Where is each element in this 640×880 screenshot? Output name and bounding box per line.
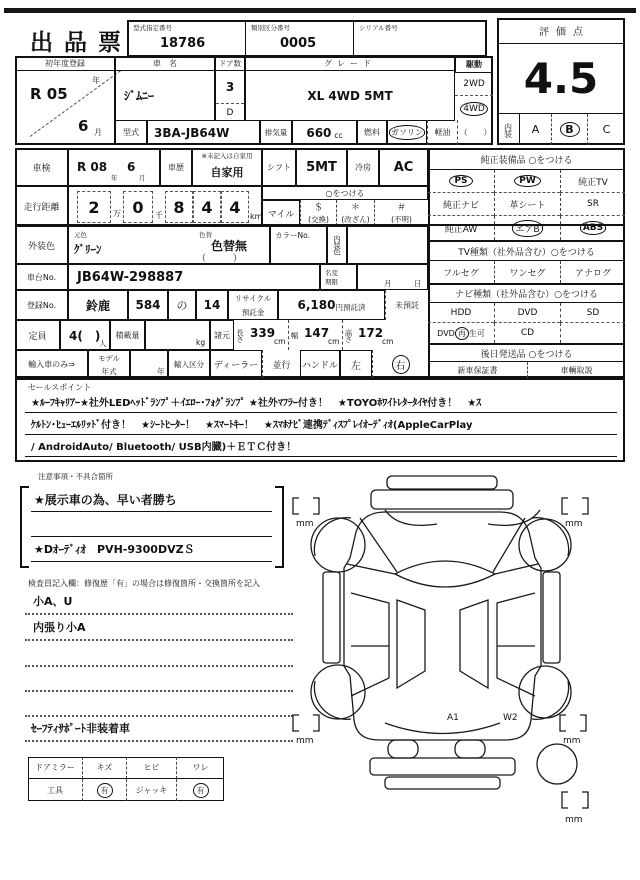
color-no-cell [270, 226, 327, 264]
height-value: 172 [358, 326, 384, 340]
base-color-value: ｸﾞﾘｰﾝ [74, 243, 102, 256]
notes-line-2 [31, 516, 272, 537]
model-code-label: 型式指定番号 [133, 24, 172, 32]
cowl-line-right [495, 564, 538, 574]
navi-dvd-play [428, 323, 494, 343]
interior-grade-label: 内装 [503, 122, 513, 137]
header-sep-2 [353, 20, 354, 57]
width-cm: cm [328, 337, 340, 346]
notes-label: 注意事項・不具合箇所 [38, 472, 113, 481]
tv-analog: アナログ [560, 261, 625, 283]
mileage-hash-symbol: ＃ [396, 203, 406, 213]
mileage-cell [68, 186, 262, 226]
model-label: 型式 [115, 120, 147, 145]
length-label: 長さ [235, 328, 245, 342]
recycle-none: 未預託 [385, 290, 428, 320]
import-label: 輸入車のみ⇒ [15, 350, 88, 378]
bracket-spare [562, 792, 588, 808]
mileage-km: km [250, 212, 263, 221]
fender-rear-right [532, 681, 569, 719]
notes-bracket-left [20, 486, 29, 568]
history-label: 車歴 [160, 148, 192, 186]
mileage-label: 走行距離 [15, 186, 68, 226]
ac-label: 冷房 [347, 148, 379, 186]
dvd-play-pre: DVD [437, 328, 455, 338]
chassis-value: JB64W-298887 [68, 264, 320, 290]
equip-sr: SR [560, 193, 625, 216]
shaken-era: R 08 [77, 160, 108, 174]
length-cm: cm [274, 337, 286, 346]
reg-num2: 14 [196, 290, 228, 320]
tools-h1: ドアミラー [28, 757, 82, 779]
bracket-bottom-right [560, 715, 586, 731]
navi-cd: CD [494, 323, 560, 343]
tools-c1: 工具 [47, 785, 63, 795]
equip-ps [428, 170, 494, 193]
handle-left: 左 [340, 350, 372, 378]
damage-label-a1: A1 [447, 713, 459, 723]
interior-grade-b [551, 114, 587, 145]
bracket-bottom-left [293, 715, 319, 731]
mileage-digit-3: 8 [165, 191, 193, 223]
first-reg-year-unit: 年 [92, 76, 100, 85]
sales-line-3: / AndroidAuto/ Bluetooth/ USB内臓)＋ＥＴＣ付き！ [25, 438, 617, 457]
history-text: 自家用 [210, 166, 244, 179]
header-sep-1 [245, 20, 246, 57]
notes-line-1: ★展示車の為、早い者勝ち [31, 491, 272, 512]
doors-d: D [216, 103, 244, 121]
inspector-line-3 [25, 645, 293, 667]
repaint-value: 色替無 [211, 239, 248, 253]
doors-label: ドア数 [215, 56, 245, 71]
model-year-cell [88, 350, 130, 378]
width-label: 幅 [288, 320, 300, 350]
navi-empty [560, 323, 625, 343]
tools-c3: ジャッキ [126, 779, 176, 801]
floor-panel-left [397, 600, 425, 688]
namechange-month: 月 [384, 279, 392, 288]
width-cell [300, 320, 342, 350]
namechange-date [357, 264, 428, 290]
sheet-title: 出品票 [30, 30, 132, 56]
load-cell [145, 320, 210, 350]
shaken-label: 車検 [15, 148, 68, 186]
inspector-label: 検査員記入欄：修復歴「有」の場合は修復箇所・交換箇所を記入 [28, 579, 260, 588]
tv-type-title: TV種類（社外品含む）○をつける [428, 240, 625, 261]
namechange-cell [320, 264, 357, 290]
equip-leather: 革シート [494, 193, 560, 216]
mileage-digit-sen: 0 [123, 191, 153, 223]
equip-abs-circle: ABS [580, 221, 606, 235]
door-line-left [351, 593, 389, 696]
inspector-line-1: 小A、U [25, 593, 293, 615]
repaint-paren: （ ） [197, 254, 243, 264]
shaken-month: 6 [127, 160, 136, 174]
car-damage-diagram [285, 468, 640, 828]
ship-manual: 車輌取説 [527, 362, 625, 378]
fender-front-right [532, 518, 569, 556]
floor-panel-right [460, 600, 488, 688]
shift-label: シフト [262, 148, 296, 186]
tools-c2-circle: 有 [97, 783, 113, 798]
mileage-digit-5: 4 [221, 191, 249, 223]
length-value: 339 [250, 326, 276, 340]
dvd-play-circle: 再 [455, 327, 469, 340]
mileage-ast-sub: (改ざん) [341, 214, 370, 224]
base-color-label: 元色 [74, 231, 87, 239]
mileage-digit-4: 4 [193, 191, 221, 223]
load-label: 積載量 [110, 320, 145, 350]
interior-color-value [347, 226, 428, 264]
handle-label: ハンドル [300, 350, 340, 378]
recycle-unit: 円預託済 [335, 302, 366, 312]
class-code-value: 0005 [280, 36, 317, 51]
mm-top-left: mm [296, 519, 314, 529]
door-line-right [497, 593, 535, 696]
grade-label: グレード [245, 56, 455, 71]
ac-value: AC [379, 148, 428, 186]
fuel-other: （ ） [457, 120, 493, 145]
height-label: 高さ [342, 320, 354, 350]
drive-4wd [455, 95, 493, 121]
inspector-line-5 [25, 695, 293, 717]
tools-h4: ワレ [176, 757, 224, 779]
rear-bumper [370, 758, 515, 775]
equip-tv: 純正TV [560, 170, 625, 193]
sales-label: セールスポイント [28, 383, 92, 392]
recycle-amount: 6,180 [297, 298, 336, 312]
inspector-line-2: 内張り小A [25, 619, 293, 641]
score-label: 評価点 [497, 18, 625, 44]
equip-aw: 純正AW [444, 224, 478, 235]
reg-num1: 584 [128, 290, 168, 320]
spare-tire [537, 744, 577, 784]
rear-tab-right [455, 740, 485, 758]
fender-rear-left [314, 681, 351, 719]
tools-c4-circle: 有 [193, 783, 209, 798]
recycle-label-1: リサイクル [234, 294, 272, 303]
grade-value: XL 4WD 5MT [245, 70, 455, 121]
mileage-hash [374, 200, 428, 226]
tv-oneseg: ワンセグ [494, 261, 560, 283]
mileage-circle-note: ○をつける [262, 186, 428, 200]
navi-sd: SD [560, 303, 625, 323]
equip-navi: 純正ナビ [428, 193, 494, 216]
recycle-label-cell [228, 290, 278, 320]
rear-window-arc [385, 723, 500, 734]
displacement-unit: cc [334, 131, 343, 140]
score-value: 4.5 [523, 54, 599, 103]
damage-label-w2: W2 [503, 713, 518, 723]
mm-top-right: mm [565, 519, 583, 529]
model-year-label-1: モデル [97, 353, 121, 363]
handle-right [372, 350, 428, 378]
history-note: ※未記入は自家用 [201, 151, 253, 160]
mm-bottom-right: mm [563, 736, 581, 746]
tools-c2 [82, 779, 126, 801]
notes-line-3: ★Dｵｰﾃﾞｨｵ PVH-9300DVZＳ [31, 541, 272, 562]
notes-bracket-right [275, 486, 284, 568]
navi-hdd: HDD [428, 303, 494, 323]
drive-2wd: 2WD [463, 79, 485, 89]
front-top-strip [387, 476, 497, 489]
mileage-ast-symbol: ＊ [350, 203, 360, 213]
namechange-label-1: 名変 [325, 269, 338, 277]
equip-pw-circle: PW [514, 175, 541, 187]
model-year-label-2: 年式 [101, 366, 117, 376]
import-class-label: 輸入区分 [168, 350, 210, 378]
height-cell [354, 320, 428, 350]
color-no-label: カラーNo. [275, 231, 310, 240]
first-reg-value: R 05 [30, 85, 68, 103]
handle-right-circle: 右 [392, 355, 410, 374]
namechange-day: 日 [414, 279, 422, 288]
doors-value: 3 [225, 80, 235, 94]
mileage-sen-unit: 千 [155, 211, 163, 220]
sales-line-2: ｹﾙﾄﾝ･ﾋｭｰｴﾙﾘｯﾄﾞ付き！ ★ｼｰﾄﾋｰﾀｰ！ ★ｽﾏｰﾄｷｰ！ ★ｽﾏﾎﾅﾋﾞ連携ﾃﾞｨｽﾌﾟﾚｲｵｰﾃﾞｨｵ(AppleCarPlay [25, 416, 617, 435]
tools-h3: ヒビ [126, 757, 176, 779]
bracket-top-right [562, 498, 588, 514]
tv-fullseg: フルセグ [443, 268, 479, 279]
chassis-label: 車台No. [15, 264, 68, 290]
mm-bottom-left: mm [296, 736, 314, 746]
fuel-gasoline [387, 120, 427, 145]
dvd-play-post: 生可 [468, 328, 485, 338]
shaken-value [68, 148, 160, 186]
first-reg-label: 初年度登録 [15, 56, 115, 71]
side-step-right [543, 572, 560, 663]
model-code-value: 18786 [160, 36, 206, 51]
model-value: 3BA-JB64W [147, 120, 260, 145]
import-dealer: ディーラー [210, 350, 262, 378]
fender-front-left [314, 518, 351, 556]
ship-warranty: 新車保証書 [457, 365, 498, 375]
load-unit: kg [196, 338, 206, 347]
namechange-label-2: 期限 [325, 278, 338, 286]
recycle-label-2: 預託金 [241, 308, 265, 317]
cowl-line-left [347, 564, 395, 574]
interior-grade-b-circle: B [560, 122, 580, 137]
bracket-top-left [293, 498, 319, 514]
model-year-value [130, 350, 168, 378]
a-pillar-right [493, 518, 525, 572]
tools-h2: キズ [82, 757, 126, 779]
mileage-man-unit: 万 [113, 209, 121, 218]
mileage-hash-sub: (不明) [391, 214, 412, 224]
capacity-unit: 人 [99, 339, 107, 348]
sales-line-1: ★ﾙｰﾌｷｬﾘｱｰ★社外LEDﾍｯﾄﾞﾗﾝﾌﾟ＋ｲｴﾛｰ･ﾌｫｸﾞﾗﾝﾌﾟ ★社外ﾏﾌﾗｰ付き！ ★TOYOﾎﾜｲﾄﾚﾀｰﾀｲﾔ付き！ ★ｽ [25, 394, 617, 413]
interior-color-label: 内装色 [327, 226, 347, 264]
reg-label: 登録No. [15, 290, 68, 320]
history-value [192, 148, 262, 186]
model-year-unit: 年 [157, 367, 165, 376]
ext-color-label: 外装色 [15, 226, 68, 264]
equipment-title: 純正装備品 ○をつける [428, 148, 625, 170]
mileage-dollar-symbol: ＄ [313, 203, 323, 213]
class-code-label: 類別区分番号 [251, 24, 290, 32]
doors-cell [215, 70, 245, 121]
interior-grade-c: C [587, 114, 625, 145]
displacement-value [292, 120, 357, 145]
inspector-line-4 [25, 670, 293, 692]
first-reg-cell [15, 70, 115, 145]
shaken-year-unit: 年 [111, 174, 118, 182]
interior-grade-a: A [519, 114, 551, 145]
first-reg-month-unit: 月 [94, 128, 102, 137]
recycle-value-cell [278, 290, 385, 320]
inspector-line-6: ｾｰﾌﾃｨｻﾎﾟｰﾄ非装着車 [25, 720, 293, 742]
side-step-left [323, 572, 340, 663]
repaint-label: 色替 [199, 231, 212, 239]
length-cell [246, 320, 288, 350]
mm-spare: mm [565, 815, 583, 825]
width-value: 147 [304, 326, 330, 340]
wheel-front-left [311, 518, 365, 572]
fuel-gasoline-circle: ガソリン [389, 125, 425, 140]
drive-4wd-circle: 4WD [460, 102, 488, 116]
navi-type-title: ナビ種類（社外品含む）○をつける [428, 283, 625, 303]
mileage-digit-man: 2 [77, 191, 111, 223]
first-reg-diagonal [30, 70, 121, 137]
fuel-label: 燃料 [357, 120, 387, 145]
capacity-value: 4( ) [69, 329, 101, 343]
displacement-number: 660 [306, 125, 332, 140]
equip-pw [494, 170, 560, 193]
equip-airbag [494, 216, 560, 240]
wheel-rear-left [311, 665, 365, 719]
ext-color-cell [68, 226, 270, 264]
car-name-value: ｼﾞﾑﾆｰ [115, 70, 215, 121]
ship-title: 後日発送品 ○をつける [428, 343, 625, 362]
import-parallel: 並行 [262, 350, 300, 378]
serial-label: シリアル番号 [359, 24, 398, 32]
rear-tab-left [388, 740, 418, 758]
mileage-mile: マイル [262, 200, 300, 226]
rear-bottom-strip [385, 777, 500, 789]
car-name-label: 車 名 [115, 56, 215, 71]
top-divider-bar [4, 8, 636, 13]
equip-abs [560, 216, 625, 240]
drive-label: 駆動 [455, 56, 493, 73]
capacity-label: 定員 [15, 320, 60, 350]
spec-label: 諸元 [210, 320, 234, 350]
front-bumper [371, 490, 513, 509]
shaken-month-unit: 月 [139, 174, 146, 182]
mileage-asterisk [336, 200, 374, 226]
height-cm: cm [382, 337, 394, 346]
mileage-dollar [300, 200, 336, 226]
equip-airbag-circle: エアB [512, 220, 542, 237]
navi-dvd: DVD [494, 303, 560, 323]
shift-value: 5MT [296, 148, 347, 186]
displacement-label: 排気量 [260, 120, 292, 145]
equip-ps-circle: PS [449, 175, 472, 187]
capacity-cell [60, 320, 110, 350]
reg-no: の [168, 290, 196, 320]
mileage-dollar-sub: (交換) [308, 214, 329, 224]
car-body-outline [344, 512, 541, 740]
reg-area: 鈴鹿 [68, 290, 128, 320]
windshield [395, 561, 495, 587]
first-reg-month: 6 [78, 117, 89, 135]
tools-c4 [176, 779, 224, 801]
fuel-diesel: 軽油 [427, 120, 457, 145]
